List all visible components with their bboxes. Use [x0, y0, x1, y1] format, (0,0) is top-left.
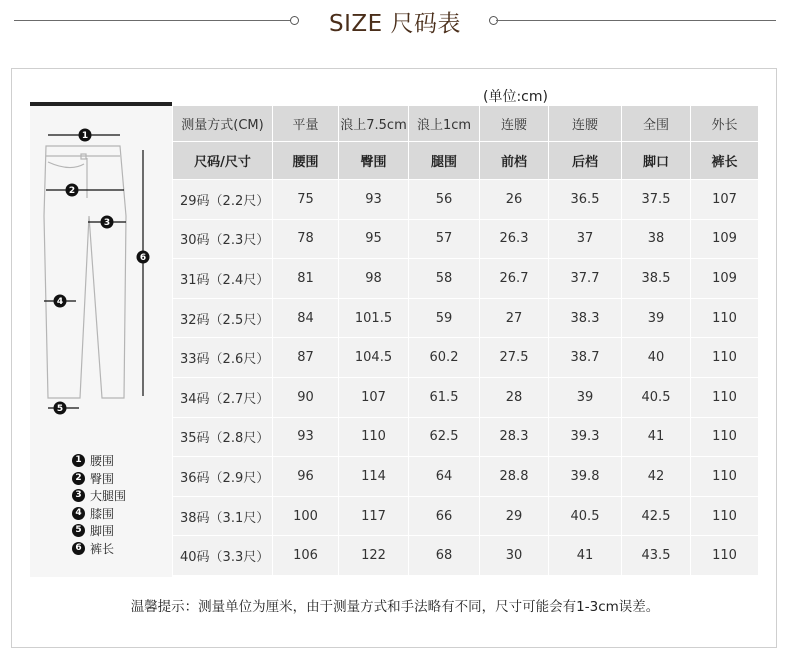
table-cell: 61.5 — [409, 377, 480, 417]
table-cell: 90 — [273, 377, 339, 417]
table-cell: 56 — [409, 180, 480, 220]
table-row — [173, 338, 759, 378]
page-title: SIZE 尺码表 — [329, 11, 461, 37]
pants-outline — [44, 146, 126, 398]
table-cell: 37.5 — [622, 180, 691, 220]
header-divider-left — [14, 20, 292, 21]
table-cell: 26.3 — [480, 219, 549, 259]
table-cell: 110 — [691, 377, 759, 417]
legend-item — [72, 470, 126, 488]
legend-number-icon: 1 — [72, 454, 85, 467]
legend-number-icon: 4 — [72, 507, 85, 520]
row-label-cell: 35码（2.8尺） — [173, 417, 273, 457]
marker-6-label: 6 — [139, 253, 147, 263]
marker-4-label: 4 — [56, 297, 64, 307]
table-cell: 38.7 — [549, 338, 622, 378]
table-cell: 42 — [622, 457, 691, 497]
legend-item — [72, 522, 126, 540]
table-cell: 39.3 — [549, 417, 622, 457]
table-cell: 59 — [409, 298, 480, 338]
table-cell: 114 — [339, 457, 409, 497]
table-cell: 40.5 — [622, 377, 691, 417]
table-cell: 全围 — [622, 106, 691, 142]
table-cell: 104.5 — [339, 338, 409, 378]
table-cell: 连腰 — [480, 106, 549, 142]
row-label-cell: 33码（2.6尺） — [173, 338, 273, 378]
table-cell: 腿围 — [409, 142, 480, 180]
table-cell: 62.5 — [409, 417, 480, 457]
legend-item — [72, 452, 126, 470]
table-cell: 39.8 — [549, 457, 622, 497]
table-cell: 93 — [273, 417, 339, 457]
table-cell: 37.7 — [549, 259, 622, 299]
table-cell: 腰围 — [273, 142, 339, 180]
table-cell: 40 — [622, 338, 691, 378]
table-cell: 68 — [409, 536, 480, 576]
legend-item — [72, 505, 126, 523]
table-cell: 26.7 — [480, 259, 549, 299]
legend-item — [72, 487, 126, 505]
row-label-cell: 测量方式(CM) — [173, 106, 273, 142]
table-cell: 29 — [480, 496, 549, 536]
table-cell: 110 — [691, 417, 759, 457]
table-cell: 101.5 — [339, 298, 409, 338]
table-cell: 58 — [409, 259, 480, 299]
table-cell: 41 — [549, 536, 622, 576]
table-cell: 84 — [273, 298, 339, 338]
table-row — [173, 496, 759, 536]
table-cell: 95 — [339, 219, 409, 259]
row-label-cell: 34码（2.7尺） — [173, 377, 273, 417]
table-row — [173, 180, 759, 220]
marker-3-label: 3 — [103, 218, 111, 228]
table-cell: 臀围 — [339, 142, 409, 180]
table-cell: 110 — [691, 536, 759, 576]
table-cell: 87 — [273, 338, 339, 378]
marker-5-label: 5 — [56, 404, 64, 414]
table-cell: 前档 — [480, 142, 549, 180]
table-cell: 38 — [622, 219, 691, 259]
table-cell: 37 — [549, 219, 622, 259]
table-cell: 100 — [273, 496, 339, 536]
header-divider-right — [496, 20, 776, 21]
table-cell: 109 — [691, 219, 759, 259]
table-cell: 106 — [273, 536, 339, 576]
table-cell: 36.5 — [549, 180, 622, 220]
table-cell: 107 — [339, 377, 409, 417]
table-row — [173, 219, 759, 259]
table-cell: 41 — [622, 417, 691, 457]
table-cell: 98 — [339, 259, 409, 299]
table-cell: 浪上1cm — [409, 106, 480, 142]
table-cell: 后档 — [549, 142, 622, 180]
legend-item — [72, 540, 126, 558]
row-label-cell: 32码（2.5尺） — [173, 298, 273, 338]
table-cell: 平量 — [273, 106, 339, 142]
table-cell: 110 — [691, 457, 759, 497]
table-cell: 38.5 — [622, 259, 691, 299]
table-cell: 110 — [691, 338, 759, 378]
table-cell: 28.8 — [480, 457, 549, 497]
footer-note: 温馨提示：测量单位为厘米，由于测量方式和手法略有不同，尺寸可能会有1-3cm误差。 — [130, 599, 660, 615]
table-cell: 122 — [339, 536, 409, 576]
table-row — [173, 536, 759, 576]
row-label-cell: 40码（3.3尺） — [173, 536, 273, 576]
table-cell: 43.5 — [622, 536, 691, 576]
table-row — [173, 417, 759, 457]
table-cell: 64 — [409, 457, 480, 497]
unit-note: (单位:cm) — [483, 89, 548, 105]
row-label-cell: 36码（2.9尺） — [173, 457, 273, 497]
table-cell: 107 — [691, 180, 759, 220]
row-label-cell: 29码（2.2尺） — [173, 180, 273, 220]
table-cell: 38.3 — [549, 298, 622, 338]
pocket-seam — [48, 162, 84, 168]
header-ornament-dot-left — [290, 16, 299, 25]
table-row — [173, 298, 759, 338]
legend-label: 裤长 — [90, 541, 115, 556]
table-cell: 66 — [409, 496, 480, 536]
table-cell: 117 — [339, 496, 409, 536]
marker-1-label: 1 — [81, 131, 89, 141]
table-cell: 39 — [622, 298, 691, 338]
header-row-measurement-name — [173, 142, 759, 180]
table-cell: 78 — [273, 219, 339, 259]
table-cell: 42.5 — [622, 496, 691, 536]
table-cell: 26 — [480, 180, 549, 220]
measurement-legend — [72, 452, 126, 557]
table-cell: 浪上7.5cm — [339, 106, 409, 142]
table-cell: 外长 — [691, 106, 759, 142]
table-cell: 脚口 — [622, 142, 691, 180]
table-cell: 57 — [409, 219, 480, 259]
row-label-cell: 30码（2.3尺） — [173, 219, 273, 259]
legend-label: 臀围 — [90, 471, 115, 486]
table-row — [173, 259, 759, 299]
table-row — [173, 457, 759, 497]
table-cell: 109 — [691, 259, 759, 299]
legend-label: 膝围 — [90, 506, 115, 521]
legend-label: 大腿围 — [90, 489, 127, 504]
table-cell: 27.5 — [480, 338, 549, 378]
table-row — [173, 377, 759, 417]
table-cell: 39 — [549, 377, 622, 417]
legend-label: 腰围 — [90, 454, 115, 469]
table-cell: 93 — [339, 180, 409, 220]
table-cell: 110 — [339, 417, 409, 457]
legend-number-icon: 5 — [72, 524, 85, 537]
size-table — [172, 105, 759, 576]
table-cell: 110 — [691, 298, 759, 338]
row-label-cell: 尺码/尺寸 — [173, 142, 273, 180]
legend-number-icon: 6 — [72, 542, 85, 555]
table-cell: 60.2 — [409, 338, 480, 378]
table-cell: 96 — [273, 457, 339, 497]
row-label-cell: 31码（2.4尺） — [173, 259, 273, 299]
table-cell: 裤长 — [691, 142, 759, 180]
table-cell: 连腰 — [549, 106, 622, 142]
legend-label: 脚围 — [90, 524, 115, 539]
table-cell: 28 — [480, 377, 549, 417]
table-cell: 30 — [480, 536, 549, 576]
legend-number-icon: 2 — [72, 472, 85, 485]
table-cell: 40.5 — [549, 496, 622, 536]
table-cell: 28.3 — [480, 417, 549, 457]
row-label-cell: 38码（3.1尺） — [173, 496, 273, 536]
legend-number-icon: 3 — [72, 489, 85, 502]
marker-2-label: 2 — [68, 186, 76, 196]
table-cell: 75 — [273, 180, 339, 220]
table-cell: 27 — [480, 298, 549, 338]
header-row-measurement-method — [173, 106, 759, 142]
table-cell: 81 — [273, 259, 339, 299]
table-cell: 110 — [691, 496, 759, 536]
